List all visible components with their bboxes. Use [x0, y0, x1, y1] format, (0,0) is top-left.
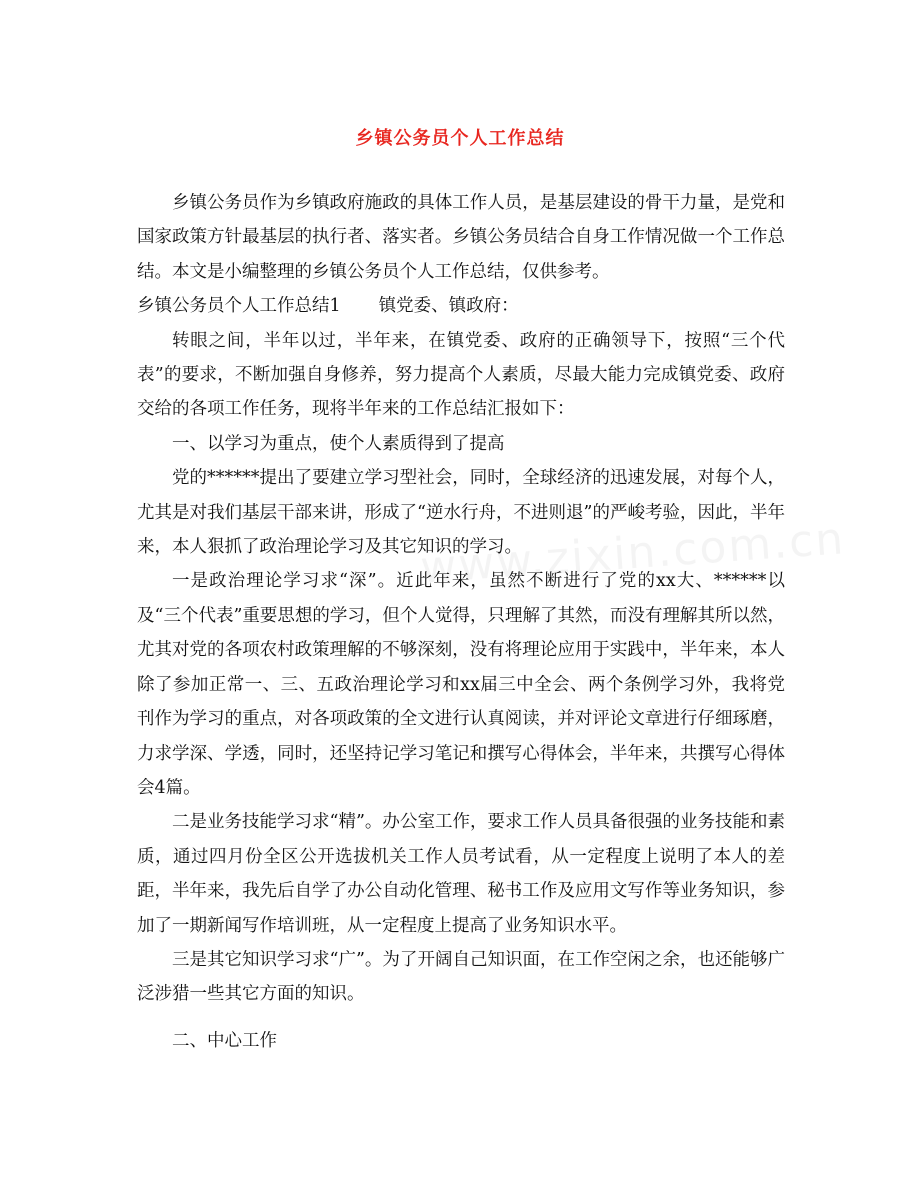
paragraph-summary-opening: 转眼之间，半年以过，半年来，在镇党委、政府的正确领导下，按照“三个代表”的要求，不断加强自身修养，努力提高个人素质，尽最大能力完成镇党委、政府交给的各项工作任务，现将半年来的工作总结汇报如下： — [137, 330, 785, 420]
intro-paragraph: 乡镇公务员作为乡镇政府施政的具体工作人员，是基层建设的骨干力量，是党和国家政策方针最基层的执行者、落实者。乡镇公务员结合自身工作情况做一个工作总结。本文是小编整理的乡镇公务员个人工作总结，仅供参考。 — [137, 193, 785, 282]
heading-study-focus: 一、以学习为重点，使个人素质得到了提高 — [172, 433, 505, 454]
salutation: 镇党委、镇政府： — [378, 296, 519, 317]
section-title: 乡镇公务员个人工作总结1 — [137, 296, 341, 317]
paragraph-business-skills: 二是业务技能学习求“精”。办公室工作，要求工作人员具备很强的业务技能和素质，通过四月份全区公开选拔机关工作人员考试看，从一定程度上说明了本人的差距，半年来，我先后自学了办公自动化管理、秘书工作及应用文写作等业务知识，参加了一期新闻写作培训班，从一定程度上提高了业务知识水平。 — [137, 812, 785, 936]
page-title: 乡镇公务员个人工作总结 — [355, 128, 565, 149]
paragraph-political-theory: 一是政治理论学习求“深”。近此年来，虽然不断进行了党的xx大、******以及“三个代表”重要思想的学习，但个人觉得，只理解了其然，而没有理解其所以然，尤其对党的各项农村政策理解的不够深刻，没有将理论应用于实践中，半年来，本人除了参加正常一、三、五政治理论学习和xx届三中全会、两个条例学习外，我将党刊作为学习的重点，对各项政策的全文进行认真阅读，并对评论文章进行仔细琢磨，力求学深、学透，同时，还坚持记学习笔记和撰写心得体会，半年来，共撰写心得体会4篇。 — [137, 571, 785, 798]
document-body — [137, 186, 785, 1058]
heading-central-work: 二、中心工作 — [172, 1030, 277, 1051]
section-heading-line — [137, 289, 785, 323]
paragraph-learning-society: 党的******提出了要建立学习型社会，同时，全球经济的迅速发展，对每个人，尤其是对我们基层干部来讲，形成了“逆水行舟，不进则退”的严峻考验，因此，半年来，本人狠抓了政治理论学习及其它知识的学习。 — [137, 468, 785, 558]
paragraph-other-knowledge: 三是其它知识学习求“广”。为了开阔自己知识面，在工作空闲之余，也还能够广泛涉猎一些其它方面的知识。 — [137, 949, 785, 1005]
